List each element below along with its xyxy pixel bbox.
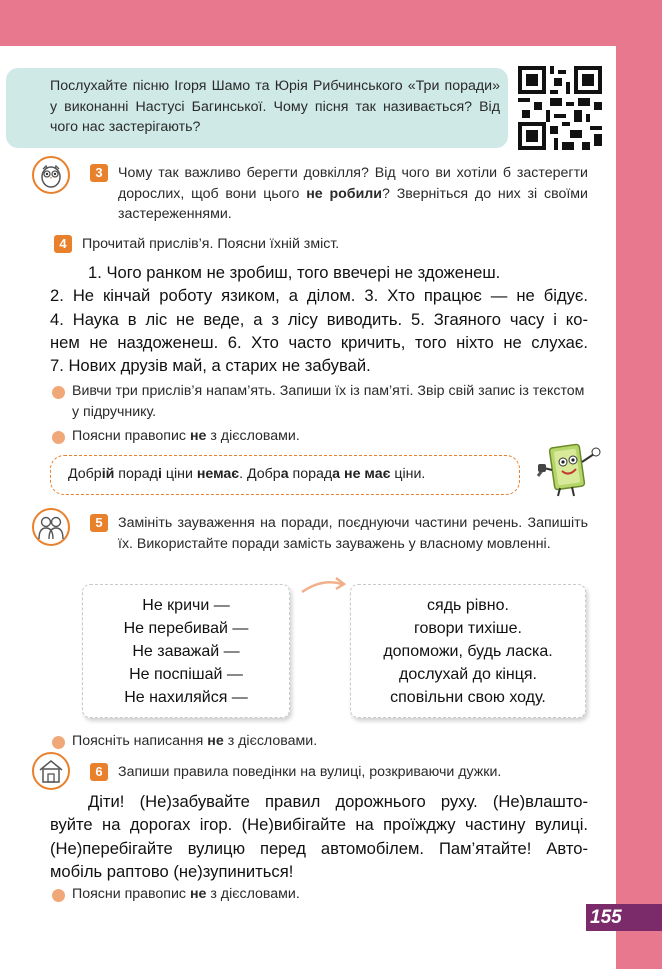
right-card-item: допоможи, будь ласка. — [383, 643, 553, 660]
owl-icon — [32, 156, 70, 194]
bullet-dot — [52, 386, 65, 399]
page-number: 155 — [590, 907, 622, 928]
left-card-item: Не поспішай — — [129, 666, 243, 683]
proverbs-text — [50, 261, 588, 377]
proverb-line: 4. Наука в ліс не веде, а з лісу виводить. 5. Згаяного часу і ко- — [50, 309, 588, 329]
rules-line: вуйте на дорогах ігор. (Не)вибігайте на проїжджу частину вулиці. — [50, 815, 588, 835]
right-card-item: говори тихіше. — [414, 620, 522, 637]
task-4-badge: 4 — [54, 235, 72, 253]
right-card-item: дослухай до кінця. — [398, 666, 537, 683]
task-4-bullet-2: Поясни правопис не з дієсловами. — [72, 428, 300, 444]
task-6-bullet: Поясни правопис не з дієсловами. — [72, 886, 300, 902]
task-6-heading: Запиши правила поведінки на вулиці, розкриваючи дужки. — [118, 764, 502, 780]
people-icon — [32, 508, 70, 546]
qr-code-icon[interactable] — [514, 62, 606, 154]
rules-line: мобіль раптово (не)зупиниться! — [50, 861, 294, 881]
rules-line: Діти! (Не)забувайте правил дорожнього руху. (Не)влашто- — [88, 792, 588, 811]
task-3-text: Чому так важливо берегти довкілля? Від чого ви хотіли б застерегти дорослих, щоб вони цього не робили? Зверніться до них зі своїми застереженнями. — [118, 165, 588, 223]
right-card-item: сповільни свою ходу. — [390, 689, 546, 706]
right-decor-band — [616, 0, 662, 969]
left-card-item: Не кричи — — [142, 597, 230, 614]
rules-text — [50, 790, 588, 883]
proverb-line: 2. Не кінчай роботу язиком, а ділом. 3. Хто працює — не бідує. — [50, 286, 588, 306]
left-card-item: Не перебивай — — [123, 620, 249, 637]
top-decor-band — [0, 0, 662, 46]
house-icon — [32, 752, 70, 790]
task-5-badge: 5 — [90, 514, 108, 532]
arrow-icon — [298, 574, 350, 598]
proverb-line: нем не наздоженеш. 6. Хто часто кричить, того ніхто не слухає. — [50, 332, 588, 352]
task-4-bullet-1: Вивчи три прислів’я напам’ять. Запиши їх із пам’яті. Звір свій запис із текстом у підручнику. — [72, 383, 585, 420]
rule-text: Добрій пораді ціни немає. Добра порада не має ціни. — [68, 466, 426, 482]
task-5-text: Замініть зауваження на поради, поєднуючи частини речень. Запишіть їх. Використайте поради замість зауважень у власному мовленні. — [118, 515, 588, 552]
intro-text: Послухайте пісню Ігоря Шамо та Юрія Рибчинського «Три поради» у виконанні Настусі Багинської. Чому пісня так називається? Від чого нас застерігають? — [50, 78, 500, 135]
task-5-bullet: Поясніть написання не з дієсловами. — [72, 733, 318, 749]
rules-line: (Не)перебігайте вулицю перед автомобілем. Пам’ятайте! Авто- — [50, 838, 588, 858]
bullet-dot — [52, 889, 65, 902]
bullet-dot — [52, 431, 65, 444]
book-mascot-icon — [536, 440, 604, 498]
left-card-item: Не нахиляйся — — [124, 689, 248, 706]
bullet-dot — [52, 736, 65, 749]
task-6-badge: 6 — [90, 763, 108, 781]
right-card-item: сядь рівно. — [427, 597, 509, 614]
proverb-line: 1. Чого ранком не зробиш, того ввечері не здоженеш. — [88, 263, 501, 282]
left-card-item: Не заважай — — [132, 643, 240, 660]
proverb-line: 7. Нових друзів май, а старих не забувай. — [50, 356, 371, 376]
task-3-badge: 3 — [90, 164, 108, 182]
task-4-heading: Прочитай прислів’я. Поясни їхній зміст. — [82, 236, 340, 252]
